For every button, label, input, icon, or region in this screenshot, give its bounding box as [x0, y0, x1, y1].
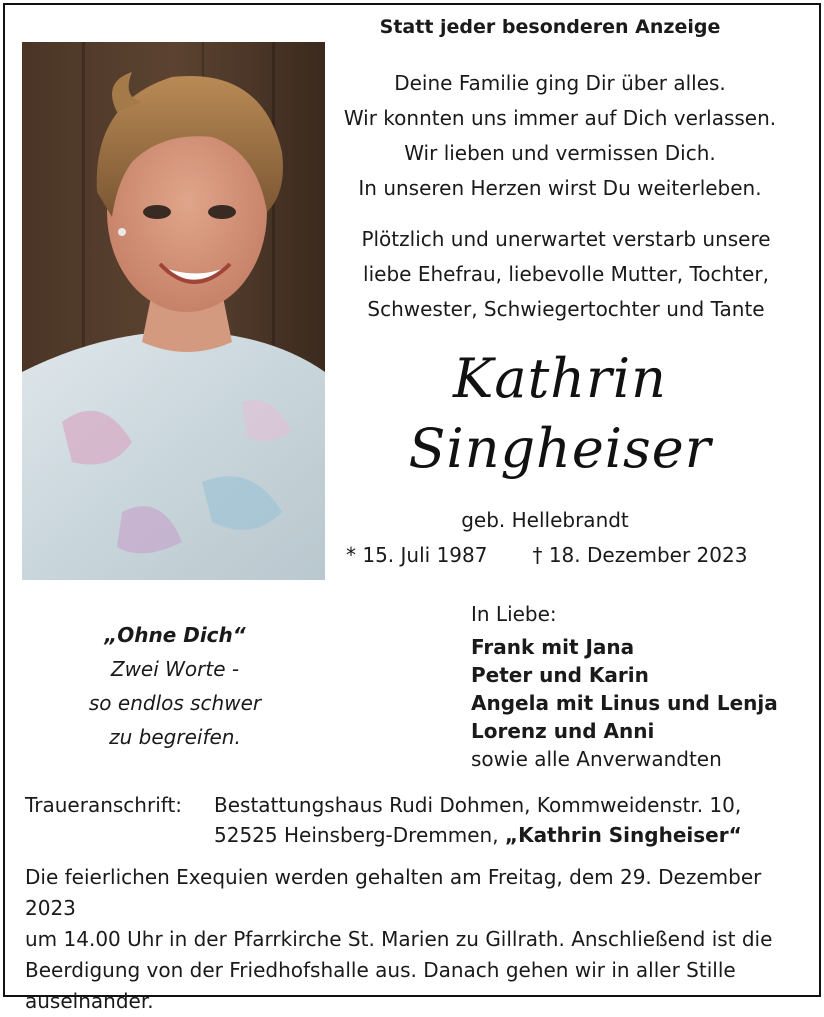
service-line: um 14.00 Uhr in der Pfarrkirche St. Marien zu Gillrath. Anschließend ist die	[25, 927, 773, 951]
address-recipient: „Kathrin Singheiser“	[504, 823, 742, 847]
mourners	[471, 600, 811, 773]
intro-line: liebe Ehefrau, liebevolle Mutter, Tochter,	[363, 262, 769, 286]
mourner-name: Angela mit Linus und Lenja	[471, 691, 778, 715]
verse-line: In unseren Herzen wirst Du weiterleben.	[358, 176, 762, 200]
service-line: Die feierlichen Exequien werden gehalten am Freitag, dem 29. Dezember 2023	[25, 865, 762, 920]
mourner-name: Peter und Karin	[471, 663, 649, 687]
deceased-name	[335, 344, 785, 484]
intro-line: Schwester, Schwiegertochter und Tante	[367, 297, 765, 321]
poem-line: Zwei Worte -	[110, 657, 240, 681]
verse-line: Wir lieben und vermissen Dich.	[404, 141, 716, 165]
birth-date: * 15. Juli 1987	[346, 543, 488, 567]
poem-line: zu begreifen.	[109, 725, 241, 749]
mourners-label: In Liebe:	[471, 602, 557, 626]
deceased-first-name: Kathrin	[453, 347, 667, 410]
verse-line: Deine Familie ging Dir über alles.	[394, 71, 726, 95]
service-line: Beerdigung von der Friedhofshalle aus. Danach gehen wir in aller Stille	[25, 958, 736, 982]
poem	[60, 618, 290, 754]
address-label: Traueranschrift:	[25, 793, 183, 817]
address-line-1: Bestattungshaus Rudi Dohmen, Kommweidenstr. 10,	[214, 793, 742, 817]
poem-title: „Ohne Dich“	[104, 623, 246, 647]
address-lines	[214, 790, 794, 850]
death-date: † 18. Dezember 2023	[532, 543, 748, 567]
intro-line: Plötzlich und unerwartet verstarb unsere	[361, 227, 771, 251]
portrait-photo	[22, 42, 325, 580]
portrait-illustration	[22, 42, 325, 580]
mourner-name: Lorenz und Anni	[471, 719, 655, 743]
service-line: auseinander.	[25, 989, 154, 1013]
poem-line: so endlos schwer	[88, 691, 262, 715]
address-line-2	[214, 820, 794, 850]
born-name: geb. Hellebrandt	[461, 508, 629, 532]
heading: Statt jeder besonderen Anzeige	[379, 16, 721, 38]
service-info	[25, 862, 815, 1017]
life-dates	[346, 543, 766, 567]
intro-text	[335, 222, 797, 327]
verse	[335, 66, 785, 206]
address-city: 52525 Heinsberg-Dremmen,	[214, 823, 505, 847]
mourners-closing: sowie alle Anverwandten	[471, 747, 722, 771]
verse-line: Wir konnten uns immer auf Dich verlassen.	[343, 106, 777, 130]
deceased-last-name: Singheiser	[408, 417, 712, 480]
mourner-name: Frank mit Jana	[471, 635, 635, 659]
